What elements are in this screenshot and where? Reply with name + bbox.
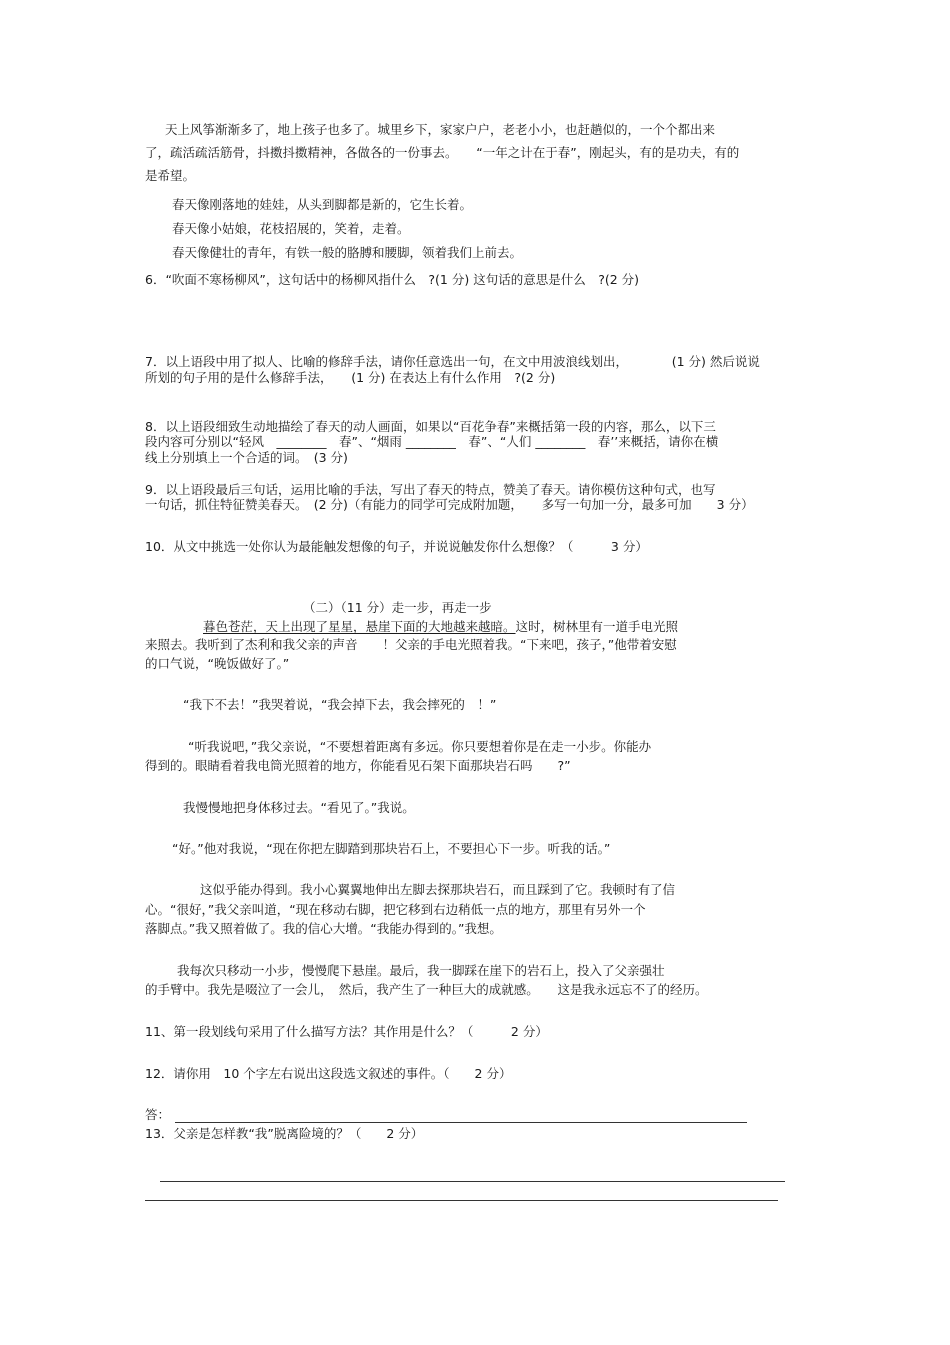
answer-line[interactable] [160, 1181, 785, 1182]
question-13: 13．父亲是怎样教“我”脱离险境的？（ 2 分） [145, 1126, 424, 1141]
question-8-line: 8．以上语段细致生动地描绘了春天的动人画面，如果以“百花争春”来概括第一段的内容，那么，以下三 [145, 419, 716, 434]
question-9-line: 一句话，抓住特征赞美春天。 (2 分)（有能力的同学可完成附加题， 多写一句加一分，最多可加 3 分） [145, 497, 754, 512]
underlined-sentence: 暮色苍茫，天上出现了星星，悬崖下面的大地越来越暗。 [203, 619, 516, 634]
section2-text: 这时，树林里有一道手电光照 [515, 619, 679, 634]
question-11: 11、第一段划线句采用了什么描写方法？其作用是什么？（ 2 分） [145, 1024, 548, 1039]
section2-line: 得到的。眼睛看着我电筒光照着的地方，你能看见石架下面那块岩石吗 ?” [145, 758, 571, 773]
section2-line [203, 619, 678, 635]
question-10: 10．从文中挑选一处你认为最能触发想像的句子，并说说触发你什么想像？（ 3 分） [145, 539, 648, 554]
passage1-line: 春天像刚落地的娃娃，从头到脚都是新的，它生长着。 [172, 197, 473, 212]
section2-line: 来照去。我听到了杰利和我父亲的声音 ！父亲的手电光照着我。“下来吧，孩子，”他带着安慰 [145, 637, 677, 652]
section-title: （二）（11 分）走一步，再走一步 [303, 600, 492, 615]
section2-line: “好。”他对我说，“现在你把左脚踏到那块岩石上，不要担心下一步。听我的话。” [172, 841, 611, 856]
section2-line: 心。“很好，”我父亲叫道，“现在移动右脚，把它移到右边稍低一点的地方，那里有另外一个 [145, 902, 646, 917]
section2-line: 我每次只移动一小步，慢慢爬下悬崖。最后，我一脚踩在崖下的岩石上，投入了父亲强壮 [177, 963, 665, 978]
passage1-line: 春天像健壮的青年，有铁一般的胳膊和腰脚，领着我们上前去。 [172, 245, 523, 260]
question-7-line: 7．以上语段中用了拟人、比喻的修辞手法，请你任意选出一句，在文中用波浪线划出， (1 分) 然后说说 [145, 354, 760, 369]
section2-line: “听我说吧，”我父亲说，“不要想着距离有多远。你只要想着你是在走一小步。你能办 [188, 739, 652, 754]
question-8-line: 段内容可分别以“轻风 ________ 春”、“烟雨 ________ 春”、“人们 ________ 春’’来概括，请你在横 [145, 434, 719, 449]
section2-line: 这似乎能办得到。我小心翼翼地伸出左脚去探那块岩石，而且踩到了它。我顿时有了信 [200, 882, 676, 897]
answer-line[interactable] [175, 1122, 747, 1123]
passage1-line: 了，疏活疏活筋骨，抖擞抖擞精神，各做各的一份事去。 “一年之计在于春”，刚起头，有的是功夫，有的 [145, 145, 740, 160]
question-7-line: 所划的句子用的是什么修辞手法， (1 分) 在表达上有什么作用 ?(2 分) [145, 370, 556, 385]
question-6: 6．“吹面不寒杨柳风”，这句话中的杨柳风指什么 ?(1 分) 这句话的意思是什么 ?(2 分) [145, 272, 640, 287]
passage1-line: 是希望。 [145, 168, 196, 183]
question-9-line: 9．以上语段最后三句话，运用比喻的手法，写出了春天的特点，赞美了春天。请你模仿这种句式，也写 [145, 482, 716, 497]
section2-line: 的口气说，“晚饭做好了。” [145, 656, 290, 671]
section2-line: 落脚点。”我又照着做了。我的信心大增。“我能办得到的。”我想。 [145, 921, 502, 936]
answer-label: 答： [145, 1107, 171, 1122]
section2-line: 我慢慢地把身体移过去。“看见了。”我说。 [183, 800, 415, 815]
passage1-line: 天上风筝渐渐多了，地上孩子也多了。城里乡下，家家户户，老老小小，也赶趟似的，一个个都出来 [165, 122, 716, 137]
answer-line[interactable] [145, 1200, 778, 1201]
passage1-line: 春天像小姑娘，花枝招展的，笑着，走着。 [172, 221, 410, 236]
section2-line: 的手臂中。我先是啜泣了一会儿， 然后，我产生了一种巨大的成就感。 这是我永远忘不了的经历。 [145, 982, 708, 997]
section2-line: “我下不去！”我哭着说，“我会掉下去，我会摔死的 ！” [183, 697, 497, 712]
question-8-line: 线上分别填上一个合适的词。 (3 分) [145, 450, 348, 465]
question-12: 12．请你用 10 个字左右说出这段选文叙述的事件。（ 2 分） [145, 1066, 512, 1081]
